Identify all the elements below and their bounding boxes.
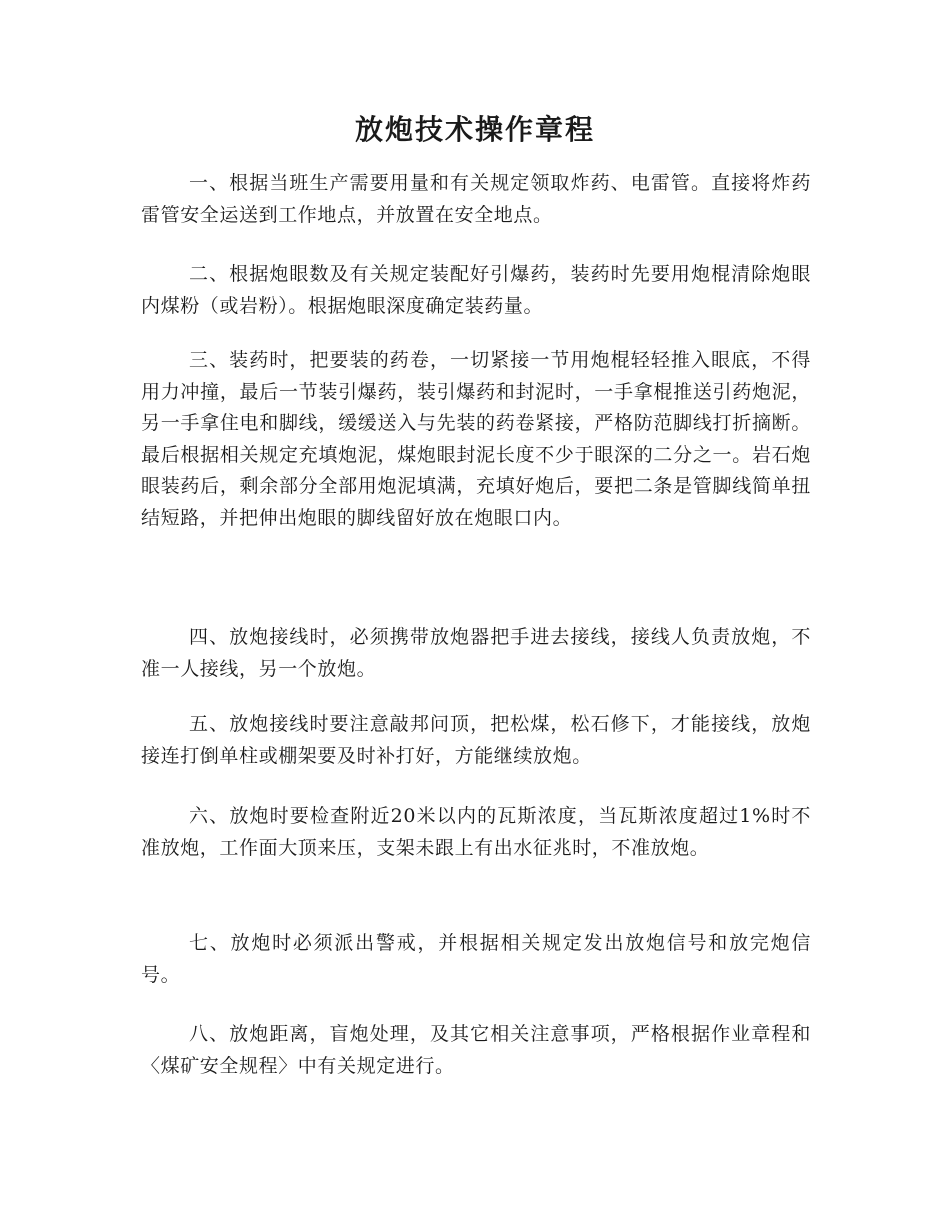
- paragraph-3: 三、装药时，把要装的药卷，一切紧接一节用炮棍轻轻推入眼底，不得用力冲撞，最后一节装引爆药，装引爆药和封泥时，一手拿棍推送引药炮泥，另一手拿住电和脚线，缓缓送入与先装的药卷紧接，严格防范脚线打折摘断。最后根据相关规定充填炮泥，煤炮眼封泥长度不少于眼深的二分之一。岩石炮眼装药后，剩余部分全部用炮泥填满，充填好炮后，要把二条是管脚线简单扭结短路，并把伸出炮眼的脚线留好放在炮眼口内。: [141, 349, 811, 529]
- paragraph-1: 一、根据当班生产需要用量和有关规定领取炸药、电雷管。直接将炸药雷管安全运送到工作地点，并放置在安全地点。: [141, 172, 811, 226]
- paragraph-5: 五、放炮接线时要注意敲邦问顶，把松煤，松石修下，才能接线，放炮接连打倒单柱或棚架要及时补打好，方能继续放炮。: [141, 713, 811, 767]
- paragraph-2: 二、根据炮眼数及有关规定装配好引爆药，装药时先要用炮棍清除炮眼内煤粉（或岩粉）。根据炮眼深度确定装药量。: [141, 263, 811, 317]
- paragraph-6: 六、放炮时要检查附近20米以内的瓦斯浓度，当瓦斯浓度超过1%时不准放炮，工作面大顶来压，支架未跟上有出水征兆时，不准放炮。: [141, 805, 811, 859]
- paragraph-7: 七、放炮时必须派出警戒，并根据相关规定发出放炮信号和放完炮信号。: [141, 932, 811, 986]
- paragraph-8: 八、放炮距离，盲炮处理，及其它相关注意事项，严格根据作业章程和〈煤矿安全规程〉中有关规定进行。: [141, 1023, 811, 1077]
- paragraph-4: 四、放炮接线时，必须携带放炮器把手进去接线，接线人负责放炮，不准一人接线，另一个放炮。: [141, 626, 811, 680]
- document-title: 放炮技术操作章程: [354, 113, 595, 146]
